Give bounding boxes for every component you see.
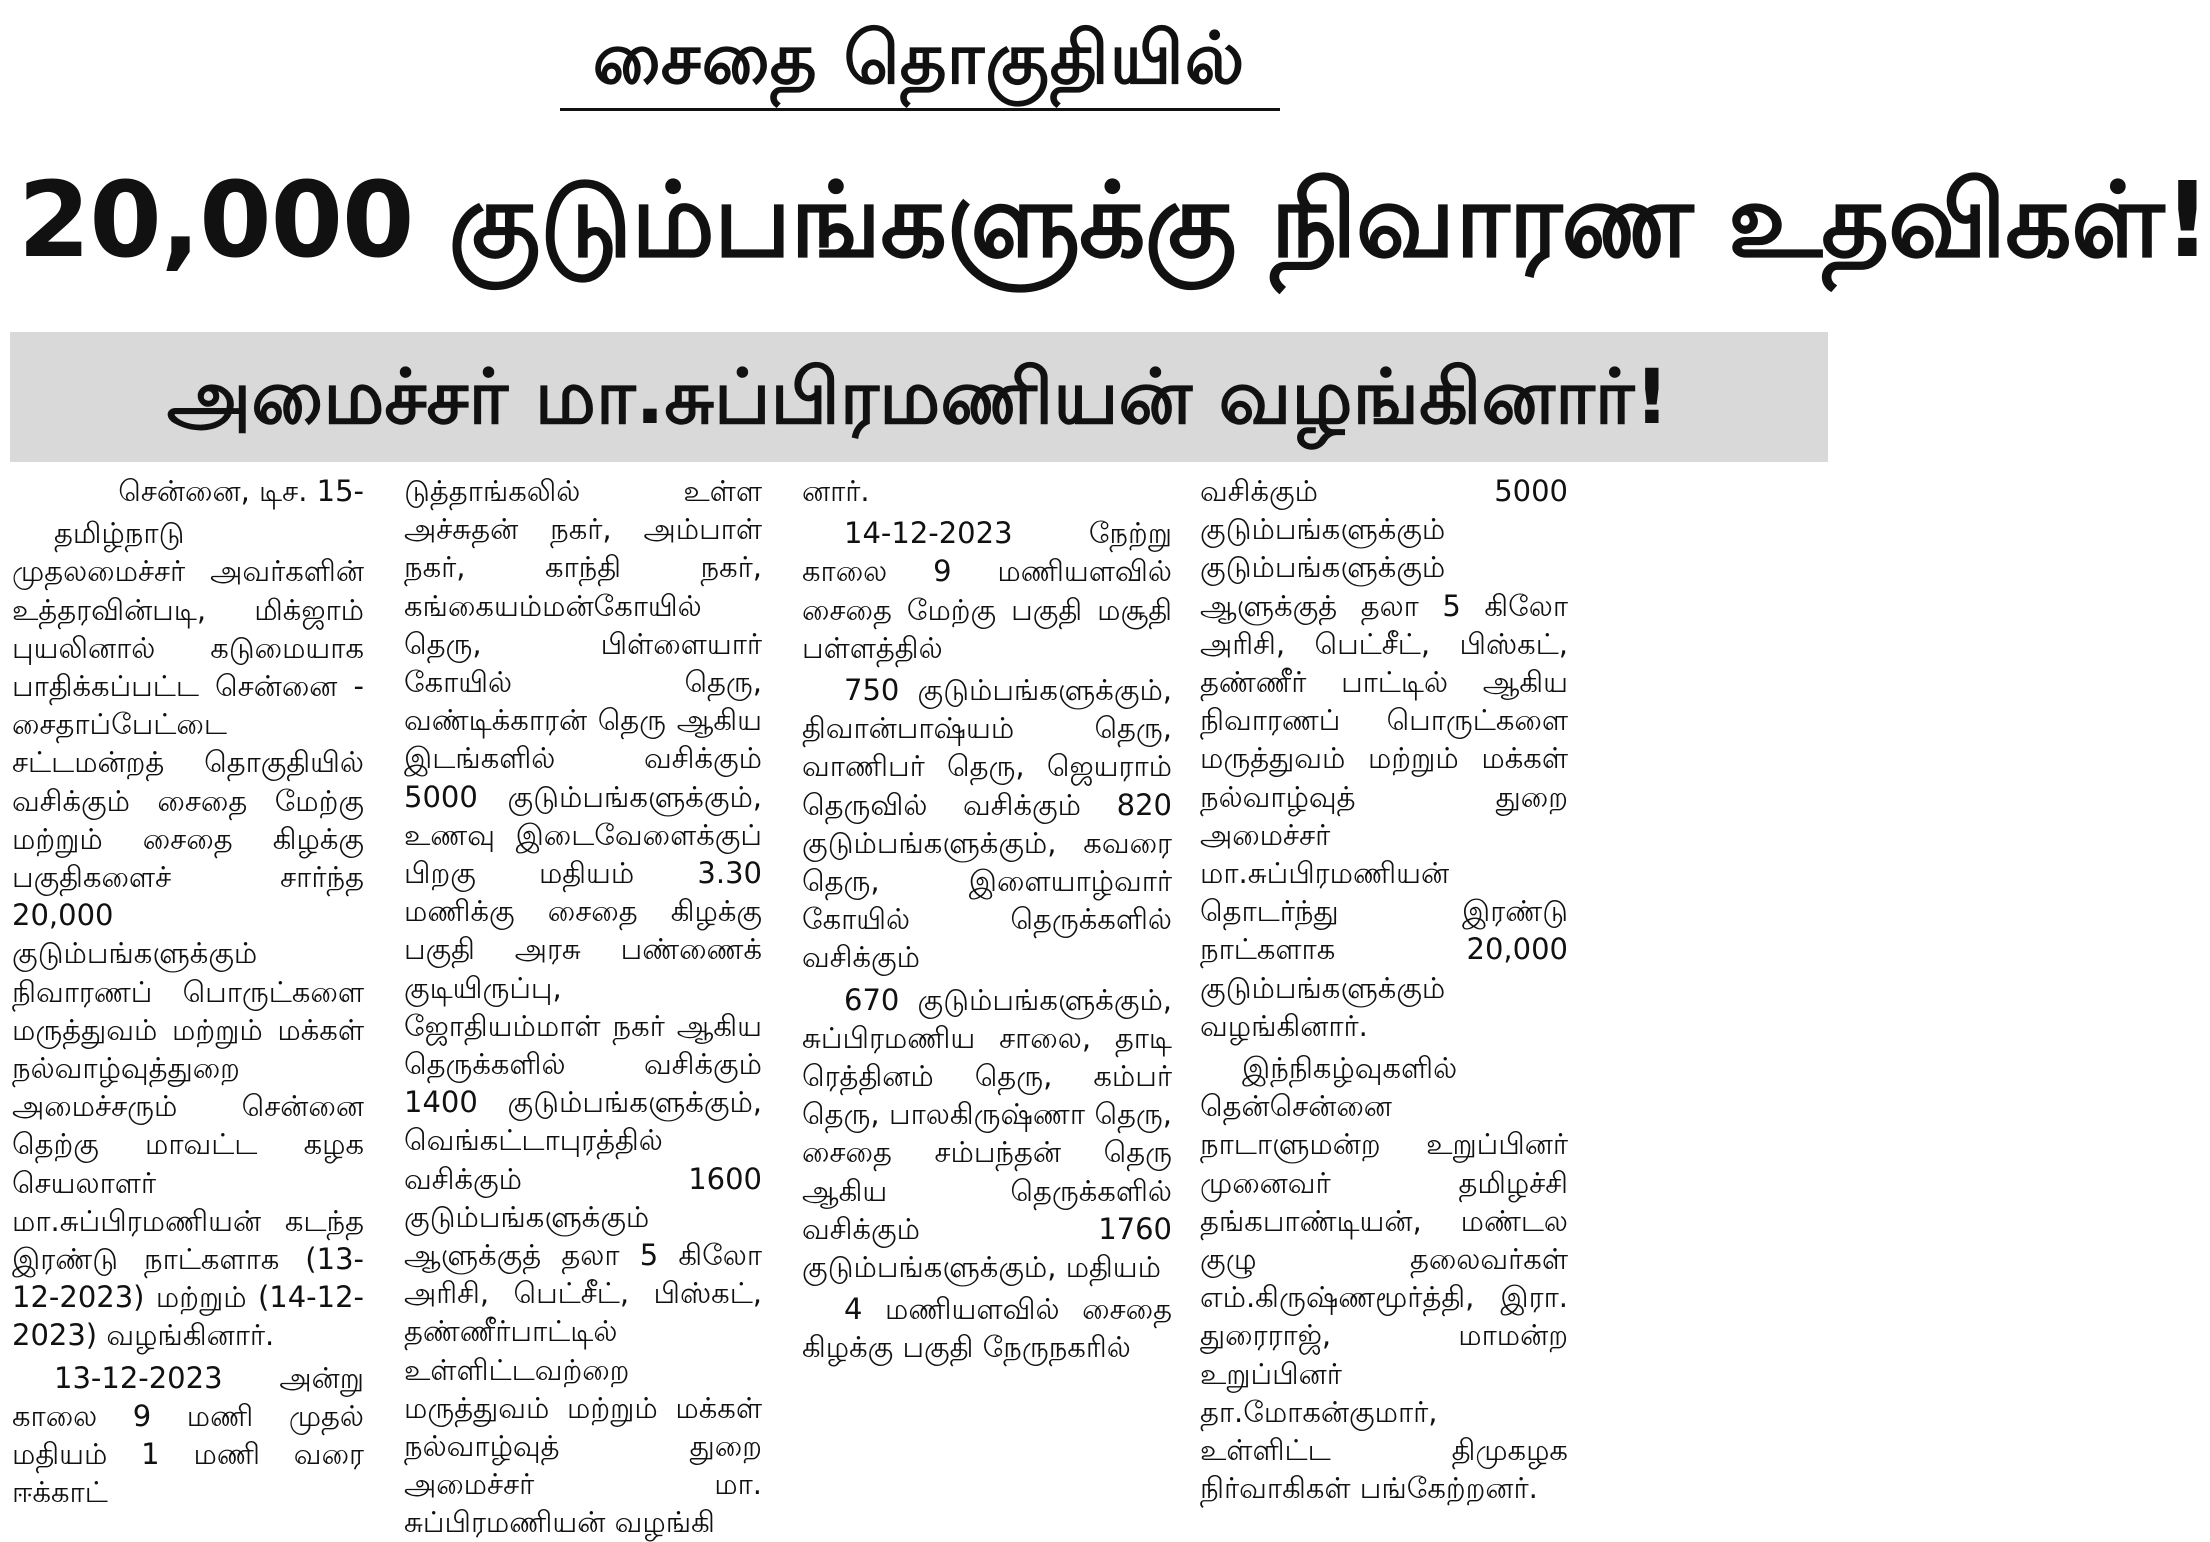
paragraph: 750 குடும்பங்களுக்கும், திவான்பாஷ்யம் தெரு, வாணிபர் தெரு, ஜெயராம் தெருவில் வசிக்கும் 820 குடும்பங்களுக்கும், கவரை தெரு, இளையாழ்வார் கோயில் தெருக்களில் வசிக்கும் [802, 673, 1172, 975]
subheadline: அமைச்சர் மா.சுப்பிரமணியன் வழங்கினார்! [166, 352, 1670, 441]
article-body [12, 472, 1832, 1540]
paragraph: 670 குடும்பங்களுக்கும், சுப்பிரமணிய சாலை, தாடி ரெத்தினம் தெரு, கம்பர் தெரு, பாலகிருஷ்ணா தெரு, சைதை சம்பந்தன் தெரு ஆகிய தெருக்களில் வசிக்கும் 1760 குடும்பங்களுக்கும், மதியம் [802, 982, 1172, 1285]
paragraph: வசிக்கும் 5000 குடும்பங்களுக்கும் குடும்பங்களுக்கும் ஆளுக்குத் தலா 5 கிலோ அரிசி, பெட்சீட், பிஸ்கட், தண்ணீர் பாட்டில் ஆகிய நிவாரணப் பொருட்களை மருத்துவம் மற்றும் மக்கள் நல்வாழ்வுத் துறை அமைச்சர் மா.சுப்பிரமணியன் தொடர்ந்து இரண்டு நாட்களாக 20,000 குடும்பங்களுக்கும் வழங்கினார். [1200, 474, 1568, 1043]
column-3 [802, 472, 1172, 1477]
paragraph: 4 மணியளவில் சைதை கிழக்கு பகுதி நேருநகரில் [802, 1292, 1172, 1365]
paragraph: இந்நிகழ்வுகளில் தென்சென்னை நாடாளுமன்ற உறுப்பினர் முனைவர் தமிழச்சி தங்கபாண்டியன், மண்டல குழு தலைவர்கள் எம்.கிருஷ்ணமூர்த்தி, இரா. துரைராஜ், மாமன்ற உறுப்பினர் தா.மோகன்குமார், உள்ளிட்ட திமுகழக நிர்வாகிகள் பங்கேற்றனர். [1200, 1051, 1568, 1506]
paragraph: 14-12-2023 நேற்று காலை 9 மணியளவில் சைதை மேற்கு பகுதி மசூதி பள்ளத்தில் [802, 516, 1172, 665]
kicker-underline [560, 108, 1280, 111]
main-headline: 20,000 குடும்பங்களுக்கு நிவாரண உதவிகள்! [18, 159, 2210, 281]
paragraph: 13-12-2023 அன்று காலை 9 மணி முதல் மதியம் 1 மணி வரை ஈக்காட் [12, 1360, 364, 1510]
column-4 [1200, 472, 1568, 1506]
paragraph: டுத்தாங்கலில் உள்ள அச்சுதன் நகர், அம்பாள் நகர், காந்தி நகர், கங்கையம்மன்கோயில் தெரு, பிள்ளையார் கோயில் தெரு, வண்டிக்காரன் தெரு ஆகிய இடங்களில் வசிக்கும் 5000 குடும்பங்களுக்கும், உணவு இடைவேளைக்குப் பிறகு மதியம் 3.30 மணிக்கு சைதை கிழக்கு பகுதி அரசு பண்ணைக் குடியிருப்பு, ஜோதியம்மாள் நகர் ஆகிய தெருக்களில் வசிக்கும் 1400 குடும்பங்களுக்கும், வெங்கட்டாபுரத்தில் வசிக்கும் 1600 குடும்பங்களுக்கும் ஆளுக்குத் தலா 5 கிலோ அரிசி, பெட்சீட், பிஸ்கட், தண்ணீர்பாட்டில் உள்ளிட்டவற்றை மருத்துவம் மற்றும் மக்கள் நல்வாழ்வுத் துறை அமைச்சர் மா. சுப்பிரமணியன் வழங்கி [404, 474, 762, 1540]
column-2 [404, 472, 762, 1540]
paragraph: தமிழ்நாடு முதலமைச்சர் அவர்களின் உத்தரவின்படி, மிக்ஜாம் புயலினால் கடுமையாக பாதிக்கப்பட்ட சென்னை - சைதாப்பேட்டை சட்டமன்றத் தொகுதியில் வசிக்கும் சைதை மேற்கு மற்றும் சைதை கிழக்கு பகுதிகளைச் சார்ந்த 20,000 குடும்பங்களுக்கும் நிவாரணப் பொருட்களை மருத்துவம் மற்றும் மக்கள் நல்வாழ்வுத்துறை அமைச்சரும் சென்னை தெற்கு மாவட்ட கழக செயலாளர் மா.சுப்பிரமணியன் கடந்த இரண்டு நாட்களாக (13-12-2023) மற்றும் (14-12-2023) வழங்கினார். [12, 516, 364, 1353]
dateline: சென்னை, டிச. 15- [118, 474, 364, 508]
column-1 [12, 472, 364, 1510]
kicker-heading: சைதை தொகுதியில் [592, 16, 1246, 100]
paragraph: னார். [802, 474, 870, 508]
